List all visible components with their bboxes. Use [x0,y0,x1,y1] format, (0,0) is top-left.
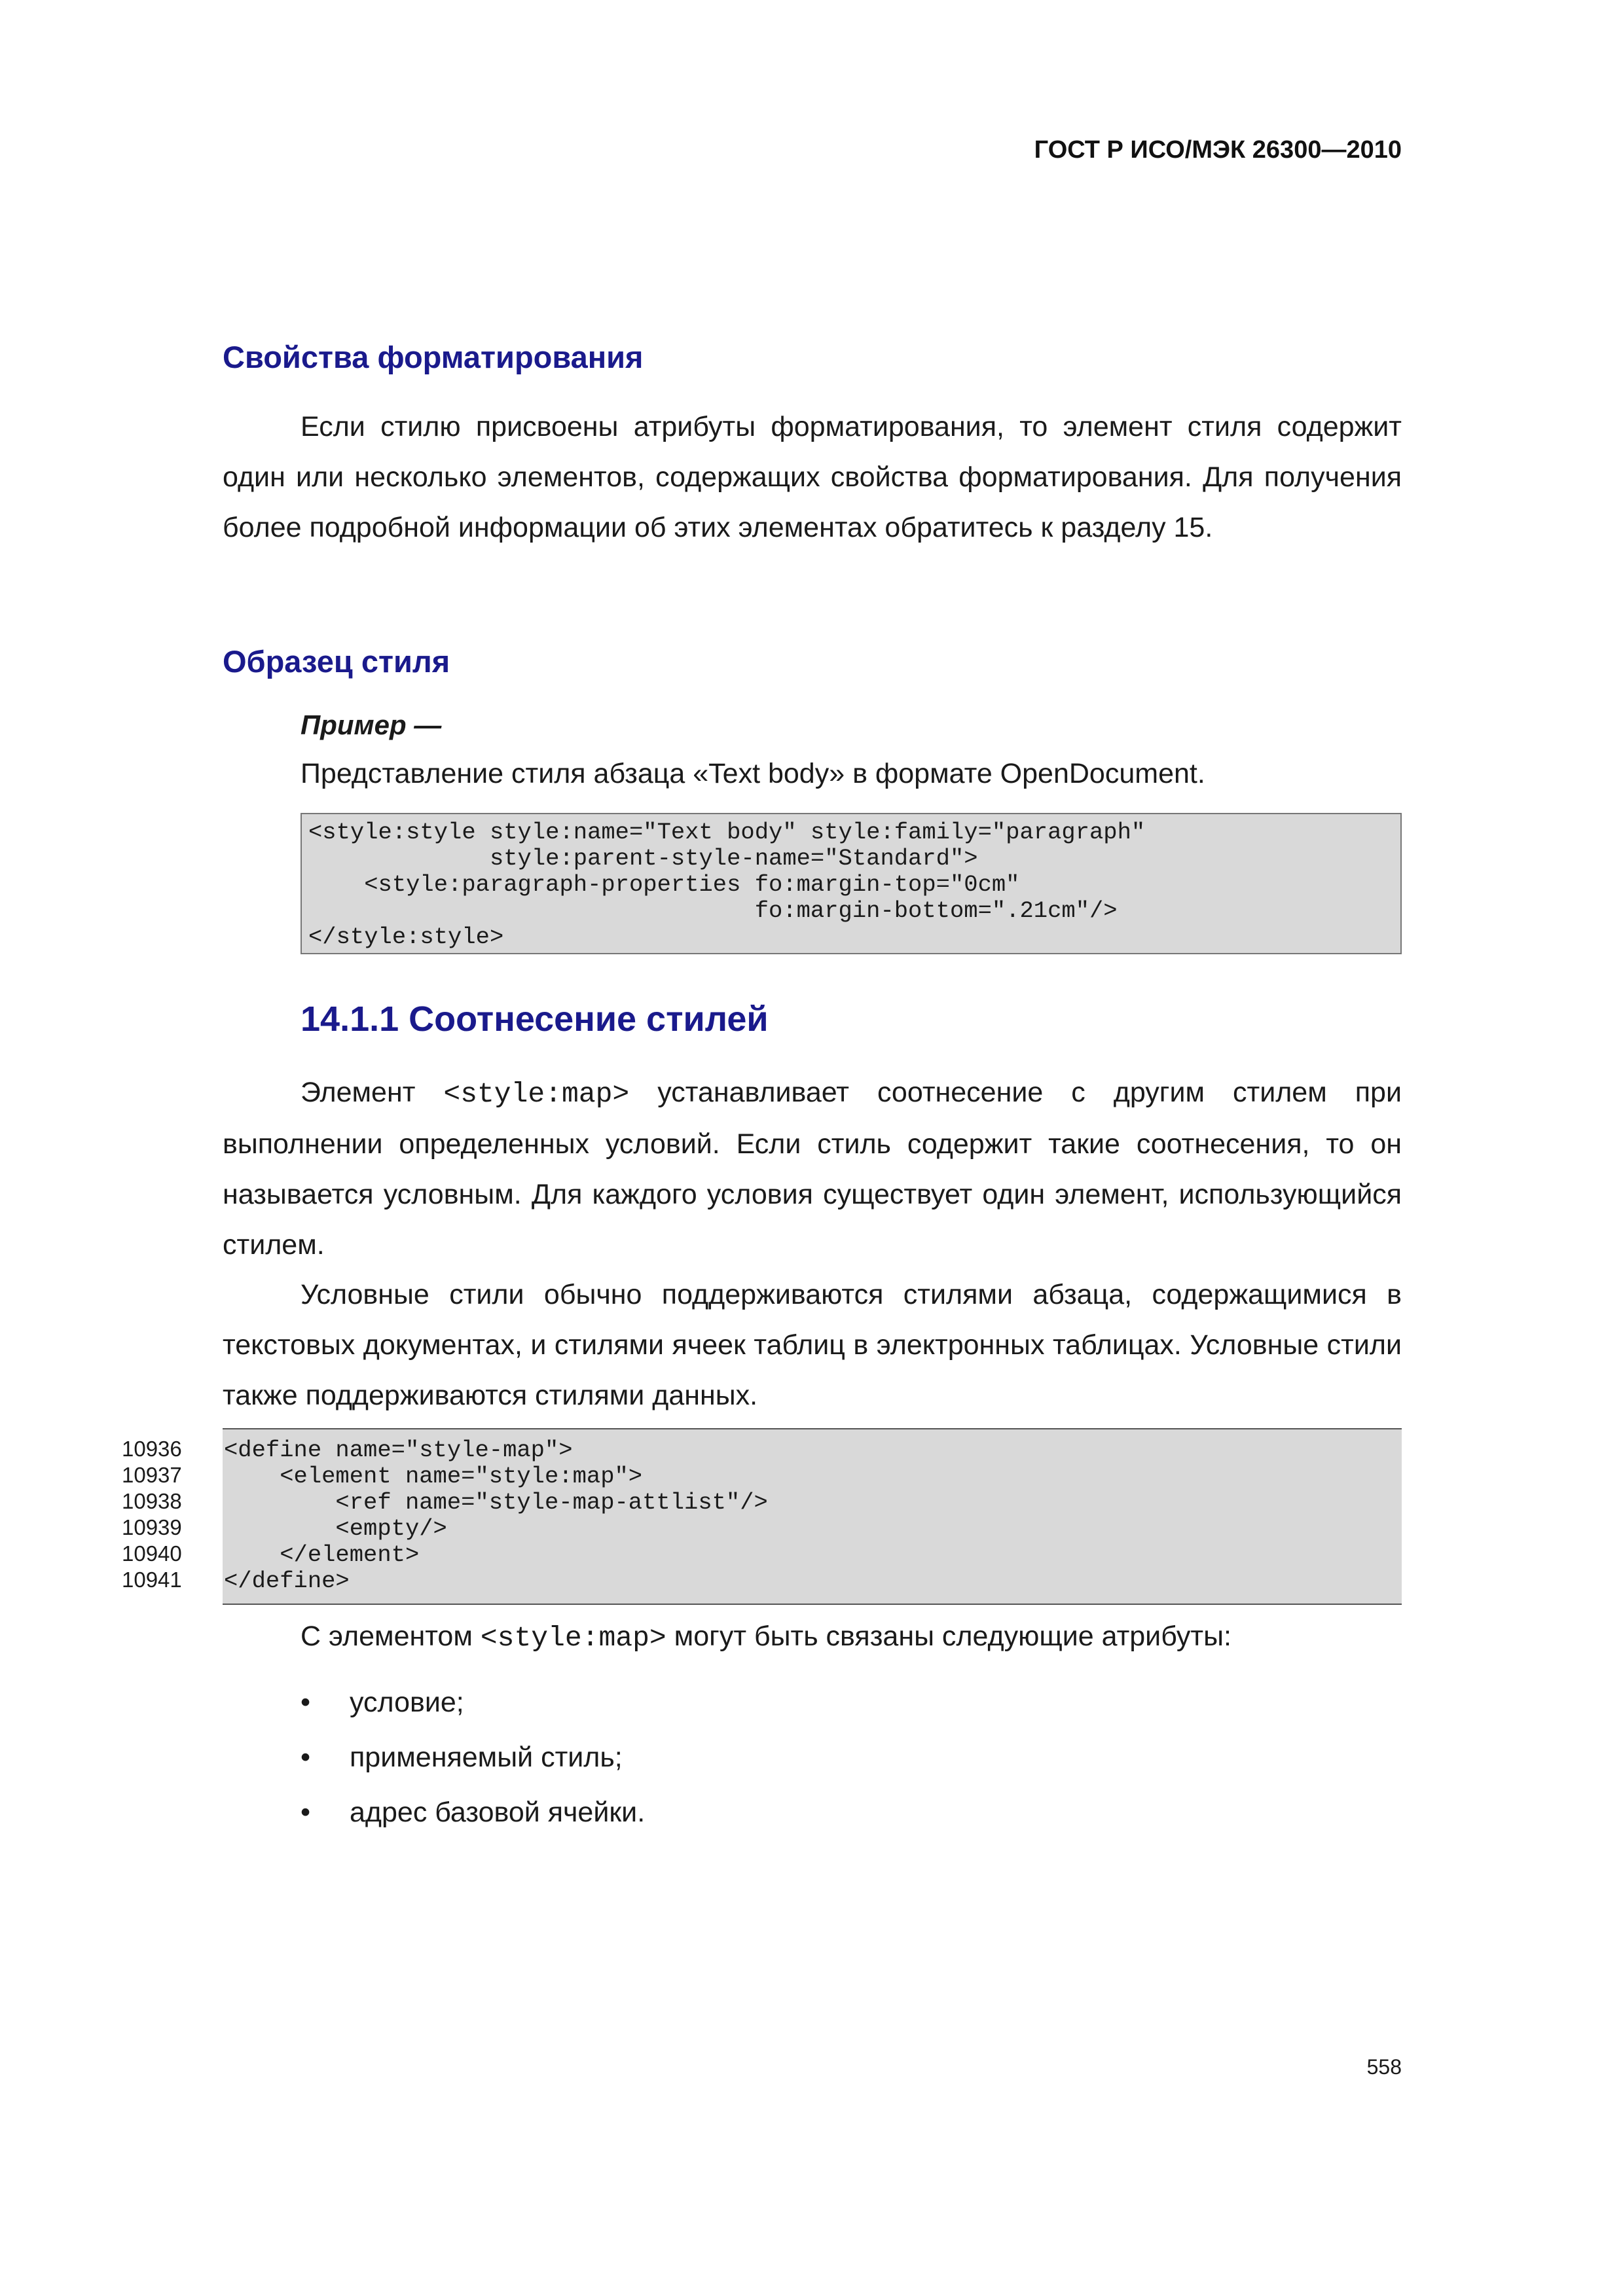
section-heading-formatting: Свойства форматирования [223,340,644,374]
paragraph-text: устанавливает соотнесение с другим стилем при выполнении определенных условий. Если стиль содержит такие соотнесения, то он называется условным. Для каждого условия существует один элемент, использующийся стилем. [223,1077,1402,1261]
style-map-paragraph-2: Условные стили обычно поддерживаются стилями абзаца, содержащимися в текстовых документах, и стилями ячеек таблиц в электронных таблицах. Условные стили также поддерживаются стилями данных. [223,1279,1402,1411]
example-text: Представление стиля абзаца «Text body» в формате OpenDocument. [301,758,1205,789]
bullet-icon: • [301,1687,311,1718]
paragraph-text: могут быть связаны следующие атрибуты: [666,1621,1231,1652]
code-line: style:parent-style-name="Standard"> [308,845,978,872]
list-item-text: применяемый стиль; [350,1742,623,1773]
line-number: 10940 [122,1541,182,1566]
list-item-text: адрес базовой ячейки. [350,1797,646,1828]
code-line: <define name="style-map"> [224,1437,573,1463]
list-item [301,1785,645,1840]
code-line: <empty/> [224,1515,447,1542]
line-number: 10941 [122,1568,182,1592]
style-sample-code-block [301,813,1402,954]
list-item [301,1675,645,1730]
example-label: Пример — [301,709,442,740]
attributes-list [301,1675,645,1840]
line-number: 10936 [122,1437,182,1461]
paragraph-text: Элемент [301,1077,444,1108]
code-line: </element> [224,1541,420,1568]
list-item-text: условие; [350,1687,464,1718]
code-line: <element name="style:map"> [224,1463,643,1490]
page-number: 558 [1366,2055,1402,2079]
style-map-paragraph-1 [223,1067,1402,1270]
code-line: <style:style style:name="Text body" style:family="paragraph" [308,819,1146,846]
section-heading-style-map: 14.1.1 Соотнесение стилей [301,999,769,1039]
formatting-paragraph: Если стилю присвоены атрибуты форматирования, то элемент стиля содержит один или несколько элементов, содержащих свойства форматирования. Для получения более подробной информации об этих элементах обратитесь к разделу 15. [223,411,1402,543]
attributes-intro [301,1611,1231,1663]
inline-code: <style:map> [443,1078,630,1110]
inline-code: <style:map> [480,1622,666,1654]
code-line: </define> [224,1568,350,1594]
line-number: 10937 [122,1463,182,1487]
standard-header: ГОСТ Р ИСО/МЭК 26300—2010 [1034,136,1402,164]
list-item [301,1730,645,1785]
bullet-icon: • [301,1797,311,1828]
line-number: 10938 [122,1489,182,1513]
line-number: 10939 [122,1515,182,1539]
section-heading-sample: Образец стиля [223,644,450,679]
code-line: <style:paragraph-properties fo:margin-top="0cm" [308,871,1020,898]
code-line: <ref name="style-map-attlist"/> [224,1489,768,1516]
code-line: fo:margin-bottom=".21cm"/> [308,897,1118,924]
schema-code-block [223,1428,1402,1605]
code-line: </style:style> [308,924,504,950]
paragraph-text: С элементом [301,1621,481,1652]
code-line-numbers [122,1436,187,1593]
bullet-icon: • [301,1742,311,1773]
